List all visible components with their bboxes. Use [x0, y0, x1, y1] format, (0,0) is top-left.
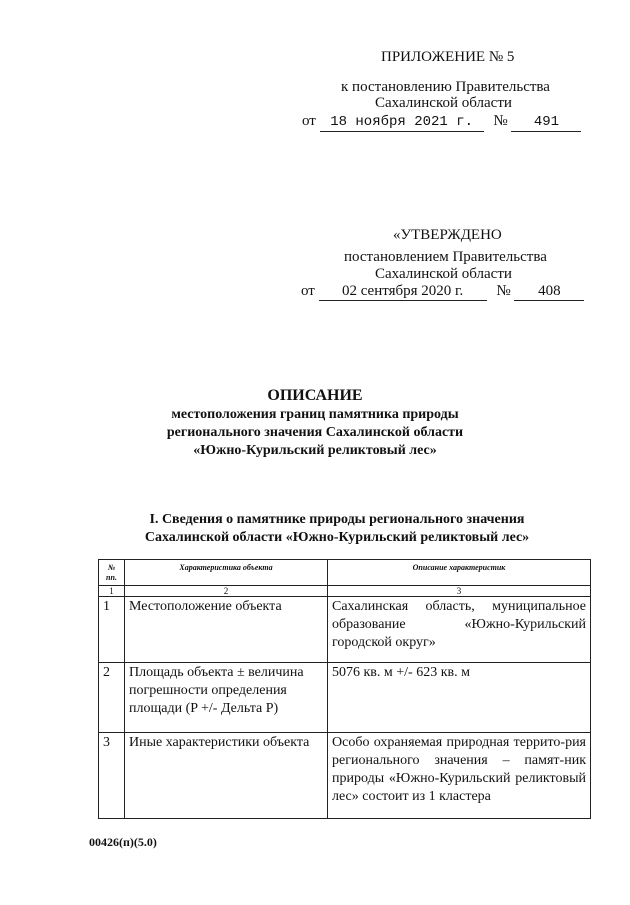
col-number-3: 3 — [328, 586, 591, 597]
from-label: от — [302, 113, 316, 129]
row-description: Особо охраняемая природная террито-рия регионального значения – памят-ник природы «Южно-Курильский реликтовый лес» состоит из 1 кластера — [328, 733, 591, 819]
approved-by: постановлением Правительства — [344, 249, 547, 265]
section-heading-line2: Сахалинской области «Южно-Курильский реликтовый лес» — [144, 530, 530, 545]
approved-region: Сахалинской области — [375, 266, 512, 282]
document-heading: ОПИСАНИЕ — [267, 387, 363, 404]
row-number: 2 — [99, 663, 125, 733]
approved-title: «УТВЕРЖДЕНО — [393, 227, 502, 243]
document-title-line2: регионального значения Сахалинской области — [166, 425, 464, 440]
approved-number: 408 — [514, 282, 584, 301]
approved-date: 02 сентября 2020 г. — [319, 282, 487, 301]
document-code: 00426(п)(5.0) — [89, 835, 157, 849]
header-characteristic: Характеристика объекта — [125, 560, 328, 586]
col-number-1: 1 — [99, 586, 125, 597]
row-characteristic: Иные характеристики объекта — [125, 733, 328, 819]
characteristics-table — [98, 559, 591, 819]
table-row — [99, 733, 591, 819]
appendix-label: ПРИЛОЖЕНИЕ № 5 — [381, 49, 515, 65]
col-number-2: 2 — [125, 586, 328, 597]
document-title-line1: местоположения границ памятника природы — [171, 407, 459, 422]
row-number: 1 — [99, 597, 125, 663]
section-heading-line1: I. Сведения о памятнике природы регионального значения — [149, 512, 525, 527]
table-column-numbers — [99, 586, 591, 597]
table-row — [99, 663, 591, 733]
row-characteristic: Площадь объекта ± величина погрешности определения площади (P +/- Дельта P) — [125, 663, 328, 733]
number-label: № — [493, 113, 508, 129]
table-row — [99, 597, 591, 663]
approved-date-row — [301, 282, 584, 301]
resolution-ref: к постановлению Правительства — [341, 79, 550, 95]
number-label: № — [496, 283, 511, 299]
resolution-number: 491 — [511, 113, 581, 132]
row-number: 3 — [99, 733, 125, 819]
document-title-line3: «Южно-Курильский реликтовый лес» — [193, 443, 437, 458]
table-header-row — [99, 560, 591, 586]
row-characteristic: Местоположение объекта — [125, 597, 328, 663]
header-number: № пп. — [99, 560, 125, 586]
row-description: Сахалинская область, муниципальное образование «Южно-Курильский городской округ» — [328, 597, 591, 663]
resolution-date: 18 ноября 2021 г. — [320, 113, 484, 132]
from-label: от — [301, 283, 315, 299]
resolution-region: Сахалинской области — [375, 95, 512, 111]
resolution-date-row — [302, 112, 581, 132]
header-description: Описание характеристик — [328, 560, 591, 586]
row-description: 5076 кв. м +/- 623 кв. м — [328, 663, 591, 733]
